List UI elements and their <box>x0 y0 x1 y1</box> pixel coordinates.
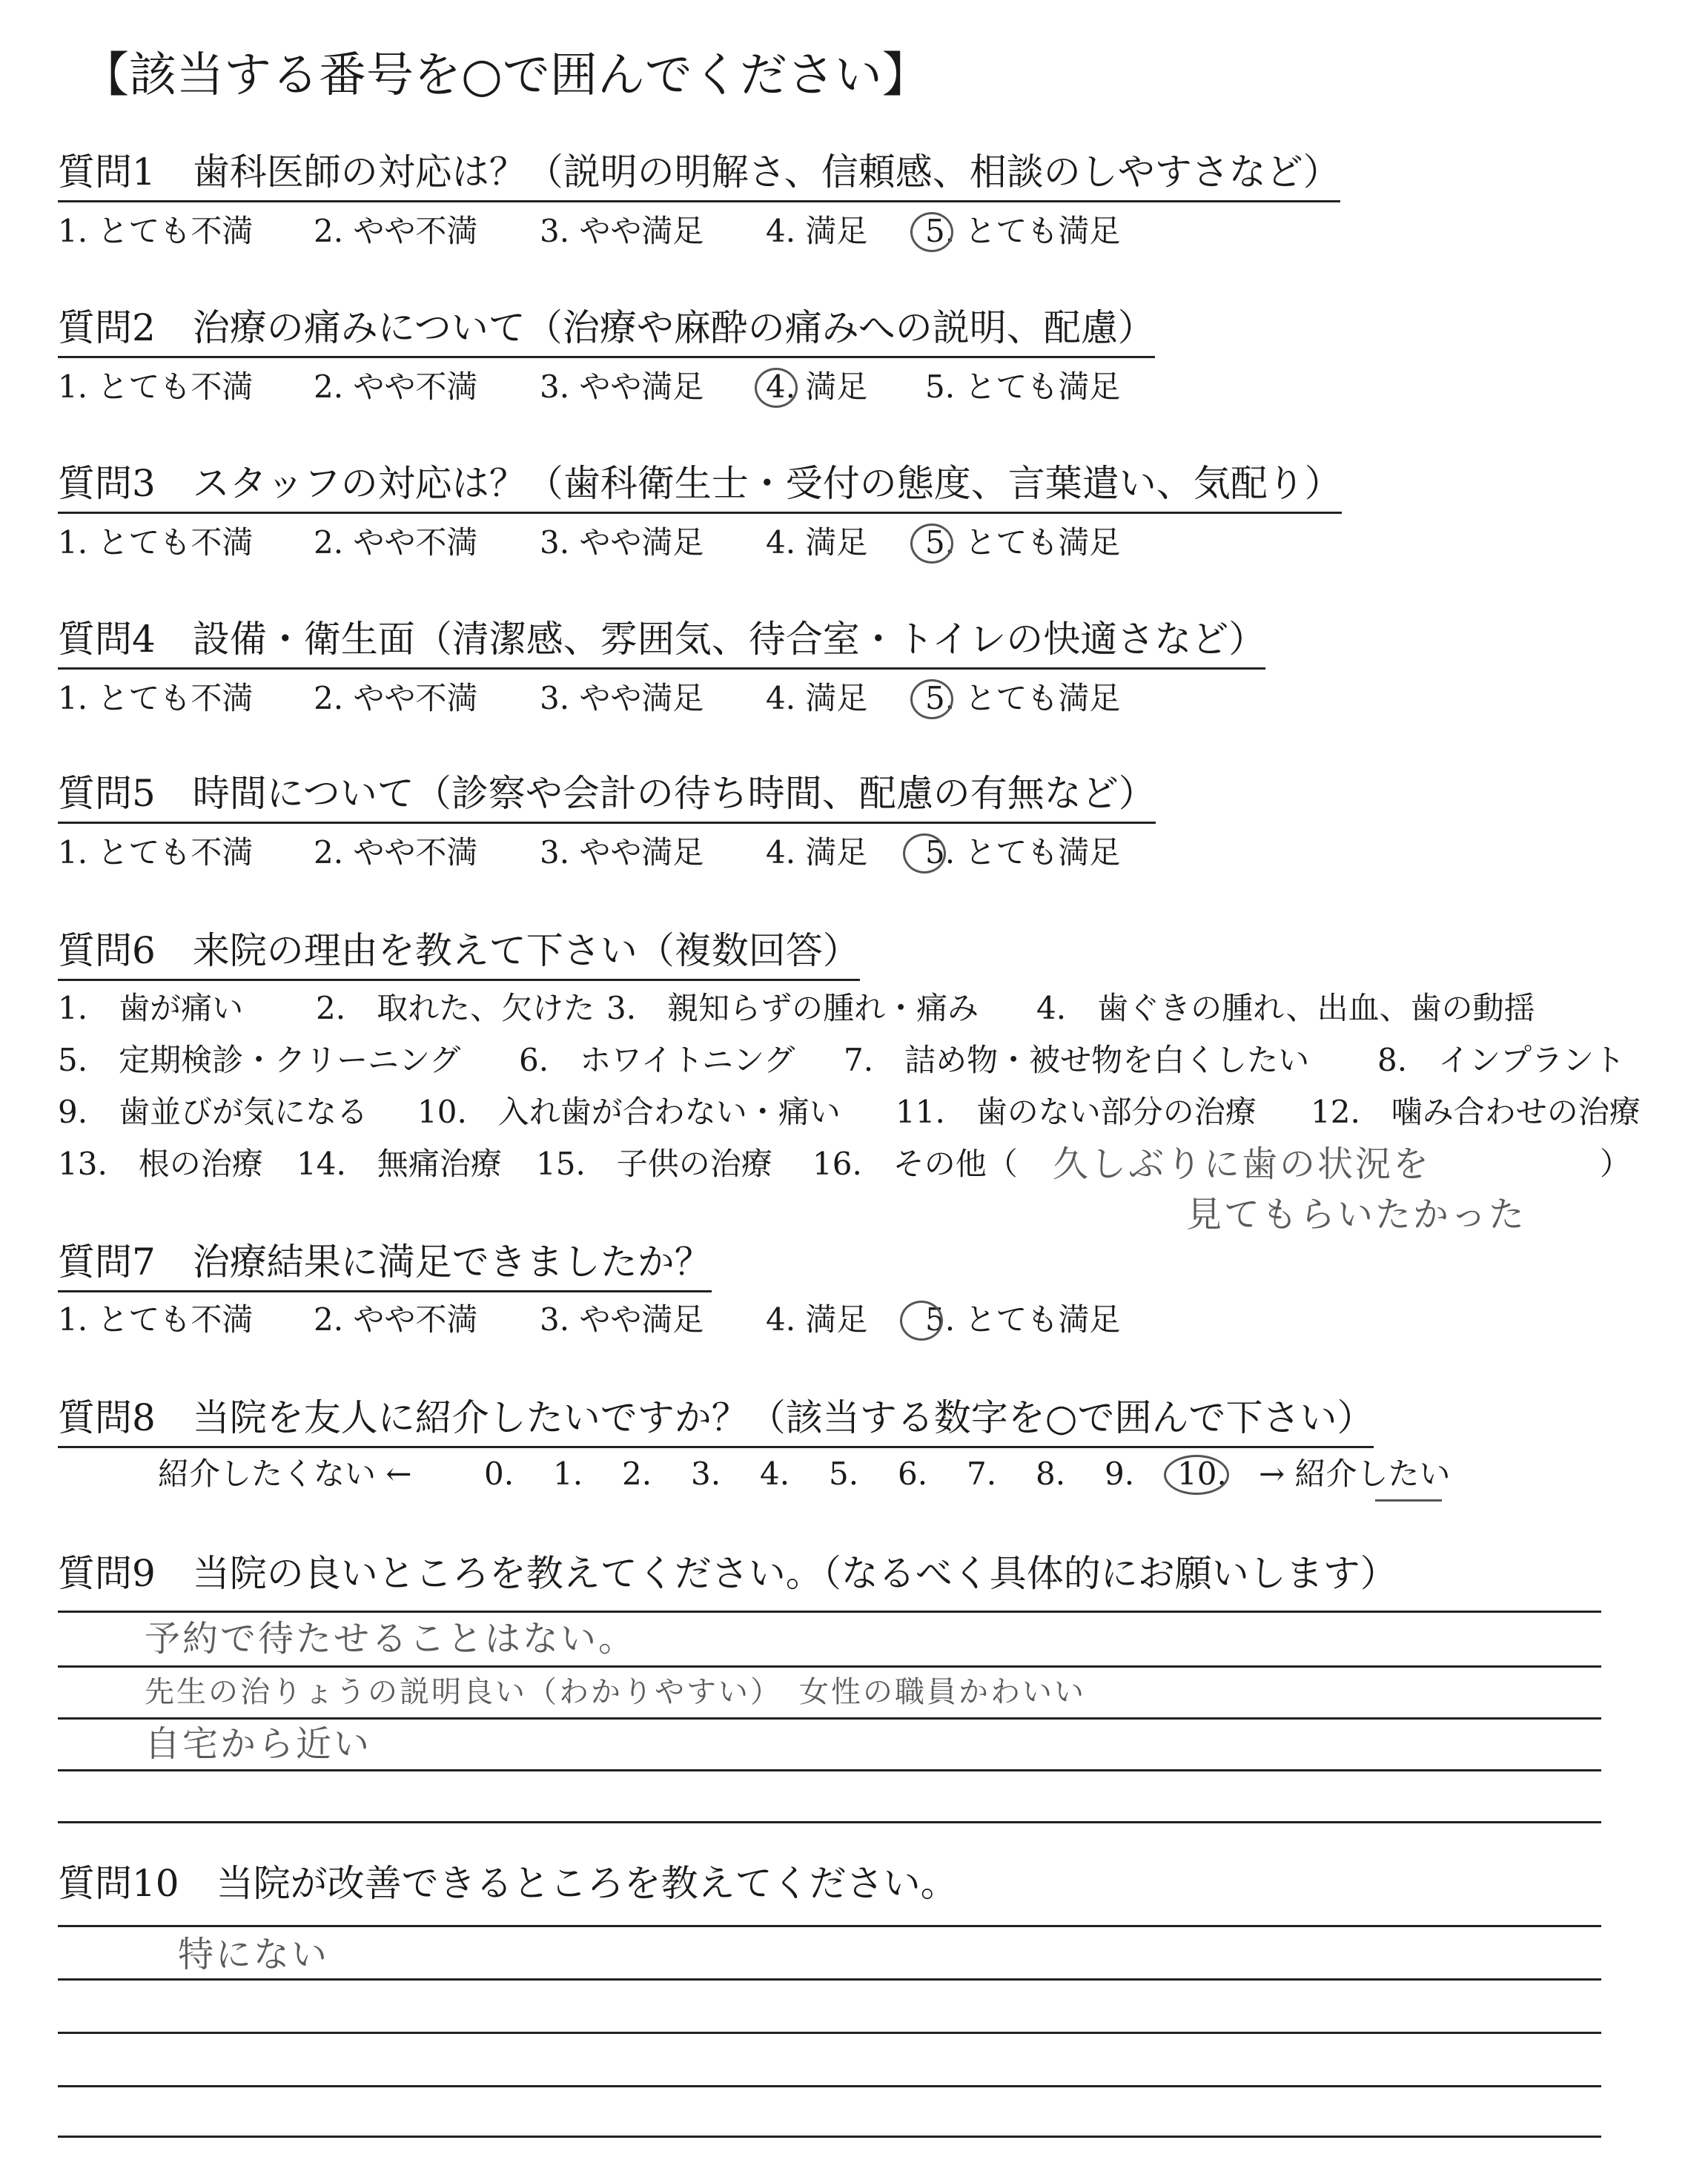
q7-option-2[interactable]: 2. やや不満 <box>314 1301 478 1338</box>
q5-title: 質問5 時間について（診察や会計の待ち時間、配慮の有無など） <box>58 770 1156 824</box>
q6-option-8[interactable]: 8. インプラント <box>1377 1042 1626 1078</box>
q8-scale-7[interactable]: 7. <box>967 1456 997 1492</box>
q8-right-label: → 紹介したい <box>1259 1456 1451 1492</box>
q6-option-12[interactable]: 12. 噛み合わせの治療 <box>1311 1094 1641 1130</box>
q3-title: 質問3 スタッフの対応は？（歯科衛生士・受付の態度、言葉遣い、気配り） <box>58 460 1342 514</box>
q1-option-1[interactable]: 1. とても不満 <box>58 213 254 249</box>
q3-option-3[interactable]: 3. やや満足 <box>540 524 704 561</box>
q8-scale-5[interactable]: 5. <box>829 1456 859 1492</box>
q5-option-2[interactable]: 2. やや不満 <box>314 834 478 871</box>
q4-title: 質問4 設備・衛生面（清潔感、雰囲気、待合室・トイレの快適さなど） <box>58 615 1265 670</box>
q4-selected-circle <box>910 679 953 719</box>
q6-option-9[interactable]: 9. 歯並びが気になる <box>58 1094 368 1130</box>
q5-option-3[interactable]: 3. やや満足 <box>540 834 704 871</box>
q4-option-1[interactable]: 1. とても不満 <box>58 680 254 716</box>
q7-option-4[interactable]: 4. 満足 <box>766 1301 868 1338</box>
q7-selected-circle <box>900 1301 943 1341</box>
q9-answer-2: 先生の治りょうの説明良い（わかりやすい） 女性の職員かわいい <box>145 1675 1086 1709</box>
q10-answer-line-2 <box>58 1978 1601 1981</box>
q5-option-1[interactable]: 1. とても不満 <box>58 834 254 871</box>
q1-title: 質問1 歯科医師の対応は？（説明の明解さ、信頼感、相談のしやすさなど） <box>58 148 1340 202</box>
q5-option-5[interactable]: 5. とても満足 <box>925 834 1121 871</box>
q8-scale-10[interactable]: 10. <box>1177 1456 1227 1492</box>
q3-selected-circle <box>910 524 953 564</box>
q3-option-5[interactable]: 5. とても満足 <box>925 524 1121 561</box>
q10-answer-line-5 <box>58 2136 1601 2138</box>
q1-selected-circle <box>910 212 953 252</box>
q6-option-15[interactable]: 15. 子供の治療 <box>536 1146 772 1182</box>
q4-option-2[interactable]: 2. やや不満 <box>314 680 478 716</box>
q5-selected-circle <box>903 833 946 873</box>
form-header: 【該当する番号を○で囲んでください】 <box>82 48 930 103</box>
q8-scale-0[interactable]: 0. <box>484 1456 514 1492</box>
q7-title: 質問7 治療結果に満足できましたか？ <box>58 1238 712 1292</box>
q9-answer-line-1 <box>58 1611 1601 1613</box>
q1-option-2[interactable]: 2. やや不満 <box>314 213 478 249</box>
q1-option-3[interactable]: 3. やや満足 <box>540 213 704 249</box>
q8-scale-4[interactable]: 4. <box>760 1456 790 1492</box>
q3-option-4[interactable]: 4. 満足 <box>766 524 868 561</box>
q6-title: 質問6 来院の理由を教えて下さい（複数回答） <box>58 927 860 981</box>
q8-left-label: 紹介したくない ← <box>158 1456 412 1492</box>
q8-scale-8[interactable]: 8. <box>1036 1456 1066 1492</box>
q7-option-1[interactable]: 1. とても不満 <box>58 1301 254 1338</box>
q4-option-5[interactable]: 5. とても満足 <box>925 680 1121 716</box>
q9-title: 質問9 当院の良いところを教えてください。（なるべく具体的にお願いします） <box>58 1552 1397 1595</box>
q9-answer-line-4 <box>58 1769 1601 1771</box>
q6-option-6[interactable]: 6. ホワイトニング <box>519 1042 795 1078</box>
q1-option-5[interactable]: 5. とても満足 <box>925 213 1121 249</box>
q2-title: 質問2 治療の痛みについて（治療や麻酔の痛みへの説明、配慮） <box>58 304 1155 358</box>
q9-answer-line-3 <box>58 1717 1601 1720</box>
q6-other-handwritten-line-1: 久しぶりに歯の状況を <box>1053 1143 1431 1185</box>
q6-option-13[interactable]: 13. 根の治療 <box>58 1146 263 1182</box>
q2-option-5[interactable]: 5. とても満足 <box>925 369 1121 405</box>
q8-scale-1[interactable]: 1. <box>553 1456 583 1492</box>
q8-title: 質問8 当院を友人に紹介したいですか？（該当する数字を○で囲んで下さい） <box>58 1394 1374 1448</box>
q8-scale-6[interactable]: 6. <box>898 1456 928 1492</box>
q4-option-4[interactable]: 4. 満足 <box>766 680 868 716</box>
q6-other-handwritten-line-2: 見てもらいたかった <box>1186 1194 1527 1235</box>
q9-answer-line-5 <box>58 1821 1601 1823</box>
q8-selected-circle <box>1164 1455 1229 1495</box>
q7-option-5[interactable]: 5. とても満足 <box>925 1301 1121 1338</box>
q9-answer-line-2 <box>58 1665 1601 1668</box>
q8-scale-3[interactable]: 3. <box>691 1456 721 1492</box>
q2-option-2[interactable]: 2. やや不満 <box>314 369 478 405</box>
q6-option-10[interactable]: 10. 入れ歯が合わない・痛い <box>417 1094 841 1130</box>
q6-option-7[interactable]: 7. 詰め物・被せ物を白くしたい <box>844 1042 1310 1078</box>
q6-option-14[interactable]: 14. 無痛治療 <box>297 1146 502 1182</box>
q10-answer-line-3 <box>58 2032 1601 2034</box>
q5-option-4[interactable]: 4. 満足 <box>766 834 868 871</box>
q4-option-3[interactable]: 3. やや満足 <box>540 680 704 716</box>
q6-other-close-paren: ） <box>1600 1146 1632 1182</box>
q3-option-1[interactable]: 1. とても不満 <box>58 524 254 561</box>
q6-option-3[interactable]: 3. 親知らずの腫れ・痛み <box>606 990 979 1026</box>
q2-option-4[interactable]: 4. 満足 <box>766 369 868 405</box>
q6-option-4[interactable]: 4. 歯ぐきの腫れ、出血、歯の動揺 <box>1036 990 1535 1026</box>
q2-option-3[interactable]: 3. やや満足 <box>540 369 704 405</box>
q6-option-2[interactable]: 2. 取れた、欠けた <box>316 990 595 1026</box>
q10-answer-1: 特にない <box>178 1934 330 1975</box>
q2-option-1[interactable]: 1. とても不満 <box>58 369 254 405</box>
q6-option-11[interactable]: 11. 歯のない部分の治療 <box>896 1094 1257 1130</box>
q10-title: 質問10 当院が改善できるところを教えてください。 <box>58 1862 958 1905</box>
q6-option-1[interactable]: 1. 歯が痛い <box>58 990 244 1026</box>
q8-handwritten-underline <box>1375 1499 1442 1502</box>
q2-selected-circle <box>755 368 798 408</box>
q9-answer-3: 自宅から近い <box>145 1723 372 1765</box>
q6-option-16[interactable]: 16. その他（ <box>812 1146 1018 1182</box>
q8-scale-2[interactable]: 2. <box>622 1456 652 1492</box>
q9-answer-1: 予約で待たせることはない。 <box>145 1618 637 1659</box>
q8-scale-9[interactable]: 9. <box>1105 1456 1135 1492</box>
q7-option-3[interactable]: 3. やや満足 <box>540 1301 704 1338</box>
q3-option-2[interactable]: 2. やや不満 <box>314 524 478 561</box>
q10-answer-line-1 <box>58 1925 1601 1927</box>
q1-option-4[interactable]: 4. 満足 <box>766 213 868 249</box>
q10-answer-line-4 <box>58 2085 1601 2087</box>
q6-option-5[interactable]: 5. 定期検診・クリーニング <box>58 1042 461 1078</box>
